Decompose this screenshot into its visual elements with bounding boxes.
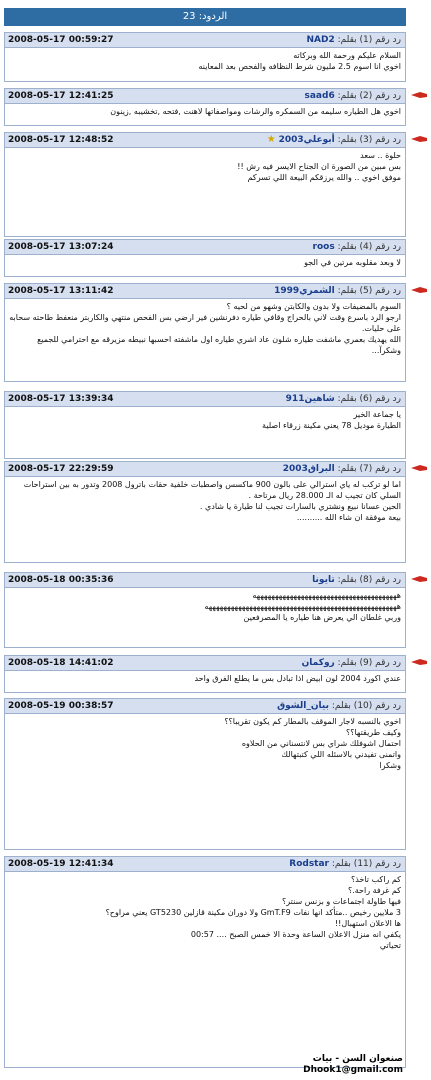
post-body — [4, 588, 406, 648]
replies-count-label: الردود: 23 — [182, 11, 228, 22]
post-meta — [286, 392, 401, 406]
post-meta — [277, 699, 401, 713]
author-link[interactable]: تايونا — [312, 575, 335, 585]
author-link[interactable]: بيان_الشوق — [277, 701, 329, 711]
post-line: السوم بالمضيفات ولا بدون والكابتن وشهو من لحيه ؟ — [226, 302, 401, 311]
post-line: ههههههههههههههههههههههههههههههههههههههههههههههههههههه — [204, 602, 401, 611]
star-icon: ★ — [266, 134, 276, 145]
post-body — [4, 148, 406, 237]
post-4 — [4, 239, 406, 277]
post-meta — [283, 462, 401, 476]
post-line: بيعة موفقة ان شاء الله .......... — [296, 513, 401, 522]
post-date: 2008-05-18 14:41:02 — [8, 658, 114, 668]
author-link[interactable]: Rodstar — [289, 859, 329, 869]
author-link[interactable]: روكمان — [301, 658, 335, 668]
reply-number: رد رقم (6) بقلم: — [337, 394, 401, 404]
post-date: 2008-05-19 00:38:57 — [8, 701, 114, 711]
post-2 — [4, 88, 406, 126]
pointing-hand-icon — [410, 574, 428, 584]
post-line: حلوة .. سعد — [360, 151, 401, 160]
post-meta — [302, 656, 401, 670]
post-header — [4, 856, 406, 872]
reply-number: رد رقم (9) بقلم: — [337, 658, 401, 668]
post-8 — [4, 572, 406, 648]
post-line: الله يهديك بعمري ماشفت طياره شلون عاد اشري طياره اول ماشفته احسبها نبيطه مزيرقه مع احترامي للجميع وشكرآ... — [34, 335, 401, 355]
pointing-hand-icon — [410, 657, 428, 667]
author-link[interactable]: saad6 — [304, 91, 335, 101]
post-header — [4, 461, 406, 477]
post-header — [4, 88, 406, 104]
post-header — [4, 239, 406, 255]
author-link[interactable]: الشمري1999 — [274, 286, 335, 296]
post-body — [4, 299, 406, 382]
post-line: الحين عسانا نبيع ونشتري بالسارات تجيب لنا طيارة يا شادي . — [199, 502, 401, 511]
post-7 — [4, 461, 406, 563]
post-header — [4, 132, 406, 148]
post-date: 2008-05-17 00:59:27 — [8, 35, 114, 45]
post-1 — [4, 32, 406, 82]
post-line: اخوي بالنسبه لاجار الموقف بالمطار كم يكون تقريبا؟؟ — [224, 717, 401, 726]
author-link[interactable]: roos — [312, 242, 335, 252]
post-body — [4, 671, 406, 693]
post-line: بس مبين من الصورة ان الجناح الايسر فيه رش !! — [237, 162, 401, 171]
post-body — [4, 48, 406, 82]
post-header — [4, 283, 406, 299]
reply-number: رد رقم (10) بقلم: — [331, 701, 401, 711]
post-meta — [305, 89, 402, 103]
post-10 — [4, 698, 406, 850]
reply-number: رد رقم (3) بقلم: — [337, 135, 401, 145]
post-body — [4, 714, 406, 850]
post-date: 2008-05-17 12:41:25 — [8, 91, 114, 101]
post-9 — [4, 655, 406, 693]
reply-number: رد رقم (7) بقلم: — [337, 464, 401, 474]
reply-number: رد رقم (8) بقلم: — [337, 575, 401, 585]
post-header — [4, 698, 406, 714]
post-date: 2008-05-17 13:39:34 — [8, 394, 114, 404]
post-line: لا وبعد مقلوبه مرتين في الجو — [304, 258, 401, 267]
post-line: ها الاعلان استهبال!! — [334, 919, 401, 928]
post-line: اخوي انا اسوم 2.5 مليون شرط النظافه والفحص بعد المعاينه — [198, 62, 401, 71]
watermark — [303, 1054, 403, 1076]
post-line: واتمنى تفيدني بالاسئله اللي كتبتهالك — [281, 750, 401, 759]
post-line: يا جماعة الخير — [353, 410, 401, 419]
post-body — [4, 255, 406, 277]
post-date: 2008-05-17 12:48:52 — [8, 135, 114, 145]
post-date: 2008-05-18 00:35:36 — [8, 575, 114, 585]
post-meta — [289, 857, 401, 871]
post-meta — [313, 240, 401, 254]
author-link[interactable]: شاهين911 — [285, 394, 335, 404]
post-header — [4, 32, 406, 48]
post-line: كم غرفة راحة.؟ — [347, 886, 401, 895]
post-line: وربي غلطان الي يعرض هنا طياره يا المصرفعين — [243, 613, 401, 622]
post-body — [4, 477, 406, 563]
post-6 — [4, 391, 406, 459]
reply-number: رد رقم (11) بقلم: — [331, 859, 401, 869]
pointing-hand-icon — [410, 134, 428, 144]
post-line: الطيارة موديل 78 يعني مكينة زرقاء اصلية — [262, 421, 401, 430]
pointing-hand-icon — [410, 90, 428, 100]
post-header — [4, 391, 406, 407]
post-meta — [274, 284, 401, 298]
pointing-hand-icon — [410, 463, 428, 473]
post-body — [4, 872, 406, 1068]
reply-number: رد رقم (4) بقلم: — [337, 242, 401, 252]
post-body — [4, 407, 406, 459]
post-date: 2008-05-17 13:07:24 — [8, 242, 114, 252]
reply-number: رد رقم (5) بقلم: — [337, 286, 401, 296]
post-meta — [265, 133, 401, 147]
post-line: تحياتي — [379, 941, 401, 950]
pointing-hand-icon — [410, 285, 428, 295]
reply-number: رد رقم (1) بقلم: — [337, 35, 401, 45]
post-line: السلام عليكم ورحمة الله وبركاته — [293, 51, 401, 60]
post-header — [4, 655, 406, 671]
post-header — [4, 572, 406, 588]
post-5 — [4, 283, 406, 382]
post-line: 3 ملايين رخيص ..متأكد انها نفات GmT.F9 ولا دوران مكينة قازلين GT5230 يعني مراوح؟ — [105, 908, 401, 917]
author-link[interactable]: البراق2003 — [282, 464, 335, 474]
post-11 — [4, 856, 406, 1068]
post-line: هههههههههههههههههههههههههههههههههههههههه — [252, 591, 401, 600]
post-body — [4, 104, 406, 126]
post-line: احتمال اشوفلك شراي بس لانتسناني من الحلاوه — [241, 739, 401, 748]
post-line: وشكرا — [379, 761, 401, 770]
post-3 — [4, 132, 406, 237]
replies-count-header — [4, 8, 406, 26]
post-line: اما لو تركب له ياي استرالي على بالون 900 ماكسس واصطبات خلفية حقات باترول 2008 وتدور به بين استراحات السلي كان تجيب له الـ 28.000 ريال مرتاحة . — [21, 480, 401, 500]
post-date: 2008-05-17 13:11:42 — [8, 286, 114, 296]
post-meta — [312, 573, 401, 587]
post-line: يكفي انه منزل الاعلان الساعة وحدة الا خمس الصبح .... 00:57 — [190, 930, 401, 939]
author-link[interactable]: NAD2 — [306, 35, 335, 45]
post-meta — [306, 33, 401, 47]
post-date: 2008-05-17 22:29:59 — [8, 464, 114, 474]
post-line: عندي اكورد 2004 لون ابيض اذا تبادل بس ما يطلع الفرق واحد — [194, 674, 401, 683]
post-line: موفق اخوي .. والله يرزقكم البيعة اللي تسركم — [247, 173, 401, 182]
post-date: 2008-05-19 12:41:34 — [8, 859, 114, 869]
watermark-email: Dhook1@gmail.com — [303, 1065, 403, 1075]
post-line: ارجو الرد باسرع وقت لاني بالحراج وقافي طياره دفرنشين فير ارضي بس الفحص منتهي والكاربتر منعفط طاحته سحابه على حليات. — [6, 313, 401, 333]
watermark-name: صنعوان السن - بيات — [312, 1054, 403, 1064]
post-line: وكيف طريقتها؟؟ — [346, 728, 401, 737]
post-line: فيها طاولة اجتماعات و بزنس سنتر؟ — [282, 897, 401, 906]
post-line: اخوي هل الطياره سليمه من السمكره والرشات ومواصفاتها لاهنت ,فتحه ,تخشيبه ,زينون — [110, 107, 401, 116]
post-line: كم راكب تاخذ؟ — [350, 875, 401, 884]
reply-number: رد رقم (2) بقلم: — [337, 91, 401, 101]
author-link[interactable]: أبوعلي2003 — [278, 135, 335, 145]
